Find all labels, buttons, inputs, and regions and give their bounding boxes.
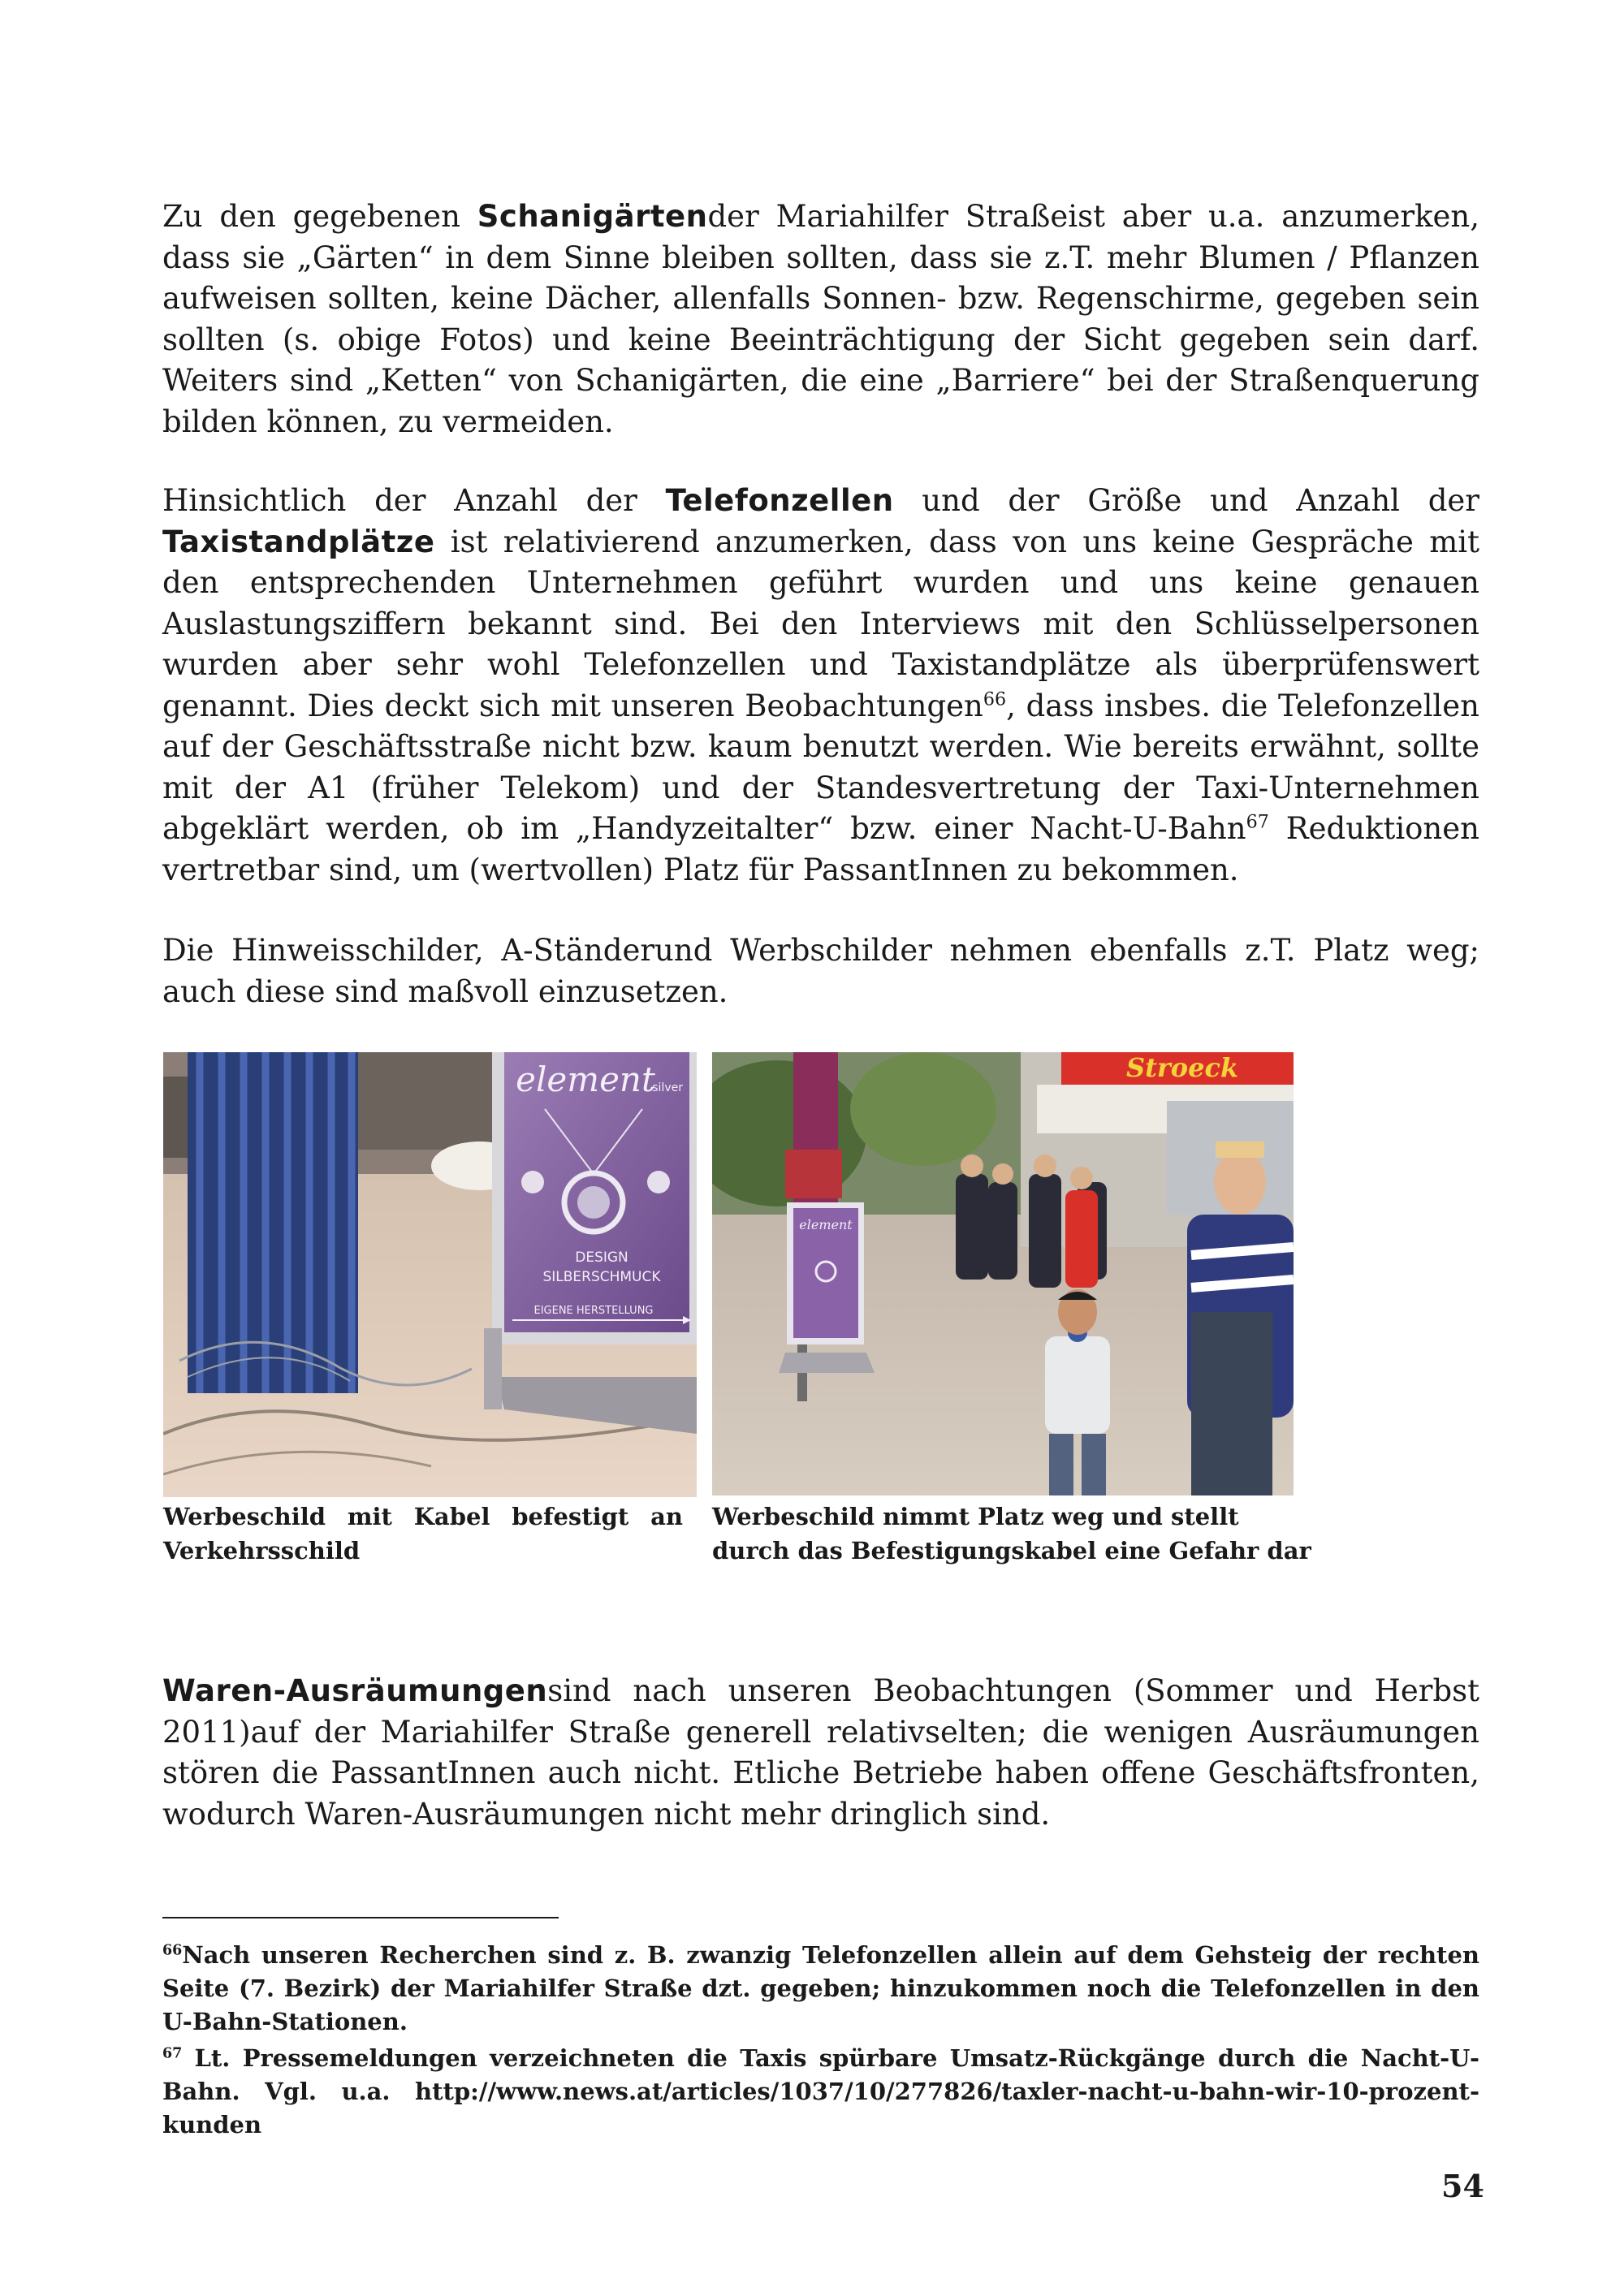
photo-ad-sign-with-cable [163,1052,697,1497]
paragraph-waren-ausraeumungen [162,1671,1479,1835]
sign-logo-suffix: silver [652,1081,683,1094]
footnote-divider [162,1917,559,1918]
text: Zu den gegebenen [162,199,477,234]
text: und der Größe und Anzahl der [893,483,1479,518]
sign-logo-text: element [516,1060,655,1099]
footnote-ref-67[interactable]: 67 [1246,811,1269,833]
sign-text-line1: DESIGN [575,1249,628,1266]
paragraph-telefonzellen [162,481,1479,891]
footnote-67 [162,2042,1479,2142]
footnote-number: 66 [162,1942,183,1959]
text: Die Hinweisschilder, A-Ständerund Werbschilder nehmen ebenfalls z.T. Platz weg; auch diese sind maßvoll einzusetzen. [162,933,1479,1009]
text: , dass insbes. die Telefonzellen auf der Geschäftsstraße nicht bzw. kaum benutzt werden. Wie bereits erwähnt, sollte mit der A1 (früher Telekom) und der Standesvertretung der Taxi-Unternehmen abgeklärt werden, ob im „Handyzeitalter“ bzw. einer Nacht-U-Bahn [162,688,1479,846]
footnote-text: Lt. Pressemeldungen verzeichneten die Taxis spürbare Umsatz-Rückgänge durch die Nacht-U-Bahn. Vgl. u.a. http://www.news.at/articles/1037/10/277826/taxler-nacht-u-bahn-wir-10-prozent-kunden [162,2044,1479,2138]
text: Hinsichtlich der Anzahl der [162,483,666,518]
photo-ad-sign-pedestrians [712,1052,1294,1495]
sign-logo-text: element [799,1217,853,1232]
footnote-66 [162,1939,1479,2039]
bold-term-schanigaerten: Schanigärten [477,199,708,234]
paragraph-hinweisschilder [162,930,1479,1012]
footnote-ref-66[interactable]: 66 [983,688,1007,710]
footnote-number: 67 [162,2045,183,2062]
text: sind nach unseren Beobachtungen (Sommer und Herbst 2011)auf der Mariahilfer Straße generell relativselten; die wenigen Ausräumungen stören die PassantInnen auch nicht. Etliche Betriebe haben offene Geschäftsfronten, wodurch Waren-Ausräumungen nicht mehr dringlich sind. [162,1673,1479,1832]
bold-term-taxistandplaetze: Taxistandplätze [162,524,435,559]
caption-right-photo: Werbeschild nimmt Platz weg und stellt durch das Befestigungskabel eine Gefahr dar [712,1503,1311,1564]
page-number: 54 [1441,2168,1484,2204]
photo-illustration [712,1052,1294,1495]
text: ist relativierend anzumerken, dass von uns keine Gespräche mit den entsprechenden Unternehmen geführt wurden und uns keine genauen Auslastungsziffern bekannt sind. Bei den Interviews mit den Schlüsselpersonen wurden aber sehr wohl Telefonzellen und Taxistandplätze als überprüfenswert genannt. Dies deckt sich mit unseren Beobachtungen [162,524,1479,723]
footnote-text: Nach unseren Recherchen sind z. B. zwanzig Telefonzellen allein auf dem Gehsteig der rechten Seite (7. Bezirk) der Mariahilfer Straße dzt. gegeben; hinzukommen noch die Telefonzellen in den U-Bahn-Stationen. [162,1941,1479,2035]
sign-text-line2: SILBERSCHMUCK [542,1269,661,1285]
bold-term-waren-ausraeumungen: Waren-Ausräumungen [162,1673,548,1708]
caption-left-photo: Werbeschild mit Kabel befestigt an Verkehrsschild [163,1503,683,1564]
text: Reduktionen vertretbar sind, um (wertvollen) Platz für PassantInnen zu bekommen. [162,811,1479,887]
store-sign-text: Stroeck [1126,1052,1239,1083]
text: der Mariahilfer Straßeist aber u.a. anzumerken, dass sie „Gärten“ in dem Sinne bleiben sollten, dass sie z.T. mehr Blumen / Pflanzen aufweisen sollten, keine Dächer, allenfalls Sonnen- bzw. Regenschirme, gegeben sein sollten (s. obige Fotos) und keine Beeinträchtigung der Sicht gegeben sein darf. Weiters sind „Ketten“ von Schanigärten, die eine „Barriere“ bei der Straßenquerung bilden können, zu vermeiden. [162,199,1479,439]
bold-term-telefonzellen: Telefonzellen [665,483,894,518]
photo-illustration [163,1052,697,1497]
paragraph-schanigaerten [162,196,1479,442]
sign-text-line3: EIGENE HERSTELLUNG [533,1305,654,1317]
